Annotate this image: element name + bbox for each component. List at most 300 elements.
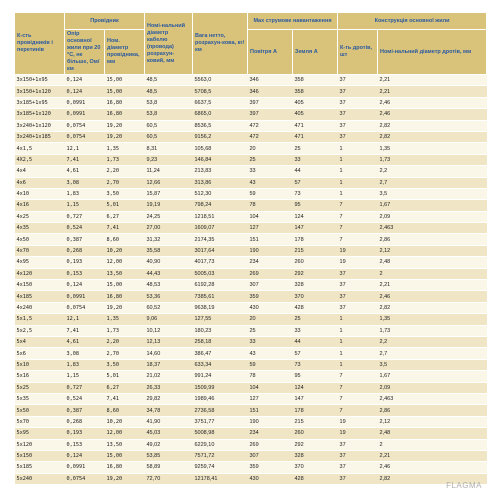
cell-current-ground: 147 [293,393,338,404]
cell-weight: 6637,5 [193,97,248,108]
cable-spec-table [14,12,487,485]
cell-current-ground: 428 [293,302,338,313]
cell-conductor-diameter: 3,50 [105,359,145,370]
cell-current-ground: 178 [293,405,338,416]
cell-count: 5x1,5 [15,314,65,325]
cell-weight: 5005,03 [193,268,248,279]
cell-current-air: 359 [248,462,293,473]
cell-current-ground: 370 [293,291,338,302]
table-row [15,86,487,97]
cell-current-air: 151 [248,405,293,416]
table-row [15,131,487,142]
header-current-group: Max струмове навантаження [248,13,338,30]
header-construction-group: Конструкція основної жили [338,13,487,30]
cell-weight: 512,30 [193,188,248,199]
table-row [15,245,487,256]
table-row [15,109,487,120]
cell-conductor-diameter: 2,20 [105,166,145,177]
cell-resistance: 0,0754 [65,473,105,484]
cell-cable-diameter: 34,78 [145,405,193,416]
cell-current-air: 33 [248,166,293,177]
cell-count: 4X2,5 [15,154,65,165]
table-row [15,154,487,165]
cell-cable-diameter: 15,87 [145,188,193,199]
cell-current-ground: 95 [293,200,338,211]
cell-current-air: 25 [248,325,293,336]
cell-count: 5x70 [15,416,65,427]
table-row [15,416,487,427]
cell-weight: 9259,74 [193,462,248,473]
cell-current-ground: 95 [293,371,338,382]
cell-current-ground: 405 [293,97,338,108]
cell-cable-diameter: 48,5 [145,86,193,97]
cell-count: 5x120 [15,439,65,450]
cell-resistance: 0,0991 [65,109,105,120]
table-row [15,336,487,347]
cell-current-ground: 328 [293,450,338,461]
cell-cable-diameter: 44,43 [145,268,193,279]
cell-resistance: 0,124 [65,86,105,97]
cell-wire-diameter: 2,09 [378,211,487,222]
table-row [15,268,487,279]
cell-conductor-diameter: 3,50 [105,188,145,199]
cell-count: 4x240 [15,302,65,313]
cell-wire-diameter: 2,7 [378,177,487,188]
cell-cable-diameter: 29,82 [145,393,193,404]
cell-cable-diameter: 9,06 [145,314,193,325]
cell-weight: 8536,5 [193,120,248,131]
cell-resistance: 0,0991 [65,462,105,473]
table-row [15,439,487,450]
cell-current-ground: 370 [293,462,338,473]
cell-cable-diameter: 53,85 [145,450,193,461]
cell-wire-diameter: 2,2 [378,166,487,177]
cell-weight: 127,55 [193,314,248,325]
cell-current-ground: 57 [293,177,338,188]
cell-current-ground: 124 [293,382,338,393]
cell-wires-count: 37 [338,131,378,142]
cell-weight: 4017,73 [193,257,248,268]
cell-cable-diameter: 41,90 [145,416,193,427]
cell-weight: 12178,41 [193,473,248,484]
cell-count: 5x4 [15,336,65,347]
cell-count: 3х240+1х185 [15,131,65,142]
cell-current-air: 43 [248,177,293,188]
cell-resistance: 1,15 [65,200,105,211]
cell-cable-diameter: 49,02 [145,439,193,450]
cell-conductor-diameter: 5,01 [105,371,145,382]
header-conductor-group: Провідник [65,13,145,30]
cell-wires-count: 19 [338,428,378,439]
cell-conductor-diameter: 19,20 [105,473,145,484]
cell-wires-count: 19 [338,245,378,256]
cell-current-air: 190 [248,245,293,256]
cell-current-air: 359 [248,291,293,302]
cell-conductor-diameter: 16,80 [105,97,145,108]
table-row [15,291,487,302]
cell-current-ground: 292 [293,268,338,279]
table-row [15,166,487,177]
cell-wires-count: 37 [338,120,378,131]
cell-conductor-diameter: 15,00 [105,86,145,97]
cell-resistance: 0,124 [65,450,105,461]
cell-resistance: 3,08 [65,348,105,359]
cell-current-air: 397 [248,109,293,120]
cell-count: 4x4 [15,166,65,177]
cell-cable-diameter: 11,24 [145,166,193,177]
cell-conductor-diameter: 13,50 [105,268,145,279]
cell-count: 3х150+1х120 [15,86,65,97]
cell-count: 3х240+1х120 [15,120,65,131]
cell-wire-diameter: 1,73 [378,325,487,336]
cell-wires-count: 7 [338,371,378,382]
table-row [15,450,487,461]
cell-conductor-diameter: 1,35 [105,314,145,325]
cell-count: 5x6 [15,348,65,359]
cell-weight: 633,34 [193,359,248,370]
cell-weight: 105,68 [193,143,248,154]
cell-count: 4x16 [15,200,65,211]
cell-wire-diameter: 2,21 [378,450,487,461]
cell-resistance: 0,153 [65,268,105,279]
table-row [15,462,487,473]
cell-conductor-diameter: 19,20 [105,120,145,131]
cell-resistance: 0,193 [65,257,105,268]
table-row [15,234,487,245]
cell-resistance: 3,08 [65,177,105,188]
cell-resistance: 12,1 [65,143,105,154]
cell-cable-diameter: 58,89 [145,462,193,473]
cell-current-air: 104 [248,382,293,393]
cell-resistance: 0,193 [65,428,105,439]
cell-resistance: 0,268 [65,245,105,256]
cell-count: 4x95 [15,257,65,268]
cell-current-ground: 57 [293,348,338,359]
cell-wire-diameter: 3,5 [378,359,487,370]
cell-wires-count: 1 [338,359,378,370]
cell-wires-count: 37 [338,462,378,473]
cell-conductor-diameter: 6,27 [105,382,145,393]
cell-cable-diameter: 60,5 [145,120,193,131]
cell-wire-diameter: 2,82 [378,473,487,484]
cell-cable-diameter: 18,37 [145,359,193,370]
cell-count: 5x25 [15,382,65,393]
table-row [15,371,487,382]
cell-wire-diameter: 2,48 [378,428,487,439]
cell-current-air: 307 [248,450,293,461]
cell-wires-count: 37 [338,97,378,108]
cell-weight: 798,24 [193,200,248,211]
cell-wire-diameter: 2,463 [378,223,487,234]
cell-wires-count: 7 [338,393,378,404]
header-resistance: Опір основної жили при 20 °C, не більше, Ом/км [65,30,105,75]
cell-cable-diameter: 24,25 [145,211,193,222]
cell-current-ground: 405 [293,109,338,120]
cell-current-air: 307 [248,280,293,291]
cell-wire-diameter: 2,12 [378,245,487,256]
cell-wire-diameter: 2 [378,439,487,450]
cell-current-air: 430 [248,302,293,313]
cell-resistance: 0,153 [65,439,105,450]
cell-wire-diameter: 2,46 [378,109,487,120]
cell-wire-diameter: 2,7 [378,348,487,359]
cell-wires-count: 1 [338,336,378,347]
table-row [15,223,487,234]
cell-current-air: 472 [248,120,293,131]
table-row [15,143,487,154]
table-row [15,393,487,404]
cell-cable-diameter: 53,8 [145,97,193,108]
cell-current-ground: 328 [293,280,338,291]
cell-resistance: 0,0754 [65,302,105,313]
cell-wire-diameter: 2,21 [378,75,487,86]
cell-current-air: 190 [248,416,293,427]
cell-weight: 2736,58 [193,405,248,416]
cell-weight: 1989,46 [193,393,248,404]
cell-count: 3х185+1х95 [15,97,65,108]
cell-current-ground: 73 [293,359,338,370]
header-current-air: Повітря А [248,30,293,75]
table-row [15,75,487,86]
cell-current-ground: 73 [293,188,338,199]
cell-conductor-diameter: 2,20 [105,336,145,347]
cell-resistance: 0,524 [65,223,105,234]
cell-wires-count: 37 [338,109,378,120]
cell-cable-diameter: 53,8 [145,109,193,120]
cell-resistance: 0,727 [65,211,105,222]
cell-weight: 146,84 [193,154,248,165]
cell-current-ground: 358 [293,75,338,86]
cell-cable-diameter: 10,12 [145,325,193,336]
cell-current-ground: 44 [293,166,338,177]
cell-weight: 6229,10 [193,439,248,450]
cell-count: 4x185 [15,291,65,302]
cell-conductor-diameter: 12,00 [105,257,145,268]
cell-weight: 7571,72 [193,450,248,461]
cell-wire-diameter: 3,5 [378,188,487,199]
cell-wires-count: 37 [338,268,378,279]
cell-cable-diameter: 12,13 [145,336,193,347]
cell-wire-diameter: 1,67 [378,200,487,211]
cell-wire-diameter: 2,12 [378,416,487,427]
cell-count: 5x185 [15,462,65,473]
cell-conductor-diameter: 19,20 [105,302,145,313]
cell-current-air: 151 [248,234,293,245]
cell-cable-diameter: 14,60 [145,348,193,359]
header-weight: Вага нетто, розрахун-кова, кг/км [193,13,248,75]
cell-count: 4x25 [15,211,65,222]
cell-wire-diameter: 2,2 [378,336,487,347]
cell-resistance: 1,83 [65,188,105,199]
cell-wire-diameter: 1,73 [378,154,487,165]
cell-wires-count: 37 [338,302,378,313]
cell-cable-diameter: 60,5 [145,131,193,142]
cell-current-air: 59 [248,188,293,199]
cell-current-air: 25 [248,154,293,165]
cell-conductor-diameter: 5,01 [105,200,145,211]
cell-count: 4x35 [15,223,65,234]
cell-current-ground: 124 [293,211,338,222]
cell-current-ground: 215 [293,416,338,427]
cell-count: 4x50 [15,234,65,245]
cell-weight: 258,18 [193,336,248,347]
cell-weight: 180,23 [193,325,248,336]
cell-wire-diameter: 1,35 [378,314,487,325]
cell-cable-diameter: 12,66 [145,177,193,188]
cell-current-ground: 215 [293,245,338,256]
cell-wires-count: 19 [338,416,378,427]
cell-wire-diameter: 2,463 [378,393,487,404]
cell-resistance: 0,727 [65,382,105,393]
watermark-text: FLAGMA [446,481,482,490]
cell-current-ground: 428 [293,473,338,484]
cell-wires-count: 37 [338,75,378,86]
cell-resistance: 0,524 [65,393,105,404]
cell-weight: 9638,19 [193,302,248,313]
cell-wires-count: 1 [338,177,378,188]
cell-weight: 5008,98 [193,428,248,439]
cell-weight: 5563,0 [193,75,248,86]
cell-cable-diameter: 26,33 [145,382,193,393]
table-row [15,211,487,222]
table-row [15,314,487,325]
table-row [15,280,487,291]
cell-wire-diameter: 2,86 [378,405,487,416]
cell-cable-diameter: 40,90 [145,257,193,268]
cell-conductor-diameter: 7,41 [105,223,145,234]
cell-current-ground: 260 [293,428,338,439]
cell-current-air: 397 [248,97,293,108]
cell-weight: 6192,28 [193,280,248,291]
cell-conductor-diameter: 8,60 [105,234,145,245]
cell-weight: 386,47 [193,348,248,359]
cell-conductor-diameter: 16,80 [105,291,145,302]
cell-wires-count: 1 [338,154,378,165]
cell-weight: 2174,35 [193,234,248,245]
cell-resistance: 12,1 [65,314,105,325]
cell-weight: 3751,77 [193,416,248,427]
cell-count: 5x2,5 [15,325,65,336]
cell-conductor-diameter: 1,73 [105,325,145,336]
cell-count: 3х185+1х120 [15,109,65,120]
cell-count: 5x10 [15,359,65,370]
cell-current-air: 104 [248,211,293,222]
cell-wire-diameter: 1,67 [378,371,487,382]
cell-current-ground: 44 [293,336,338,347]
cell-wire-diameter: 2,46 [378,97,487,108]
table-row [15,325,487,336]
cell-wires-count: 7 [338,211,378,222]
cell-resistance: 0,268 [65,416,105,427]
cell-current-air: 127 [248,393,293,404]
cell-current-air: 346 [248,86,293,97]
cell-cable-diameter: 48,53 [145,280,193,291]
cell-current-ground: 471 [293,131,338,142]
cell-wires-count: 7 [338,200,378,211]
cell-resistance: 4,61 [65,336,105,347]
cell-wire-diameter: 2,82 [378,120,487,131]
cell-count: 4x1,5 [15,143,65,154]
cell-conductor-diameter: 2,70 [105,348,145,359]
header-current-ground: Земля А [293,30,338,75]
cell-current-air: 59 [248,359,293,370]
cell-current-air: 234 [248,428,293,439]
cell-wires-count: 37 [338,86,378,97]
cell-wires-count: 1 [338,325,378,336]
cell-wire-diameter: 2,86 [378,234,487,245]
cell-cable-diameter: 31,32 [145,234,193,245]
cell-conductor-diameter: 10,20 [105,416,145,427]
cell-count: 5x35 [15,393,65,404]
cell-wires-count: 7 [338,223,378,234]
cell-wires-count: 37 [338,473,378,484]
cell-current-air: 234 [248,257,293,268]
cell-wires-count: 7 [338,382,378,393]
cell-wire-diameter: 2,21 [378,280,487,291]
cell-current-air: 78 [248,200,293,211]
header-conductor-diameter: Ном. діаметр провідника, мм [105,30,145,75]
table-row [15,428,487,439]
cell-conductor-diameter: 12,00 [105,428,145,439]
cell-count: 5x150 [15,450,65,461]
cell-current-ground: 147 [293,223,338,234]
cell-weight: 1609,07 [193,223,248,234]
header-wires-count: К-ть дротів, шт [338,30,378,75]
header-count: К-сть провідників і перетинів [15,13,65,75]
cell-weight: 313,86 [193,177,248,188]
cell-conductor-diameter: 16,80 [105,462,145,473]
cell-conductor-diameter: 10,20 [105,245,145,256]
cell-resistance: 0,124 [65,280,105,291]
cell-wire-diameter: 2,21 [378,86,487,97]
cell-count: 4x10 [15,188,65,199]
cell-cable-diameter: 45,03 [145,428,193,439]
cell-current-ground: 25 [293,314,338,325]
cell-conductor-diameter: 8,60 [105,405,145,416]
cell-wire-diameter: 2,82 [378,131,487,142]
cell-current-air: 33 [248,336,293,347]
table-row [15,348,487,359]
cell-weight: 5708,5 [193,86,248,97]
cell-wires-count: 37 [338,280,378,291]
cell-resistance: 7,41 [65,325,105,336]
cell-wire-diameter: 2,48 [378,257,487,268]
table-row [15,257,487,268]
cell-resistance: 1,83 [65,359,105,370]
header-cable-diameter: Номі-нальний діаметр кабелю (провода) розрахун-ковий, мм [145,13,193,75]
cell-current-air: 269 [248,439,293,450]
cell-wires-count: 1 [338,348,378,359]
table-row [15,405,487,416]
cell-current-ground: 260 [293,257,338,268]
header-wire-diameter: Номі-нальний діаметр дротів, мм [378,30,487,75]
cell-current-ground: 25 [293,143,338,154]
cell-weight: 9156,2 [193,131,248,142]
cell-conductor-diameter: 15,00 [105,450,145,461]
cell-resistance: 1,15 [65,371,105,382]
cell-current-air: 43 [248,348,293,359]
cell-current-ground: 33 [293,154,338,165]
cell-resistance: 7,41 [65,154,105,165]
table-row [15,302,487,313]
cell-wires-count: 7 [338,234,378,245]
cell-resistance: 0,0754 [65,131,105,142]
cell-wire-diameter: 2 [378,268,487,279]
cell-current-air: 430 [248,473,293,484]
table-body [15,75,487,485]
table-row [15,473,487,484]
cell-count: 4x6 [15,177,65,188]
